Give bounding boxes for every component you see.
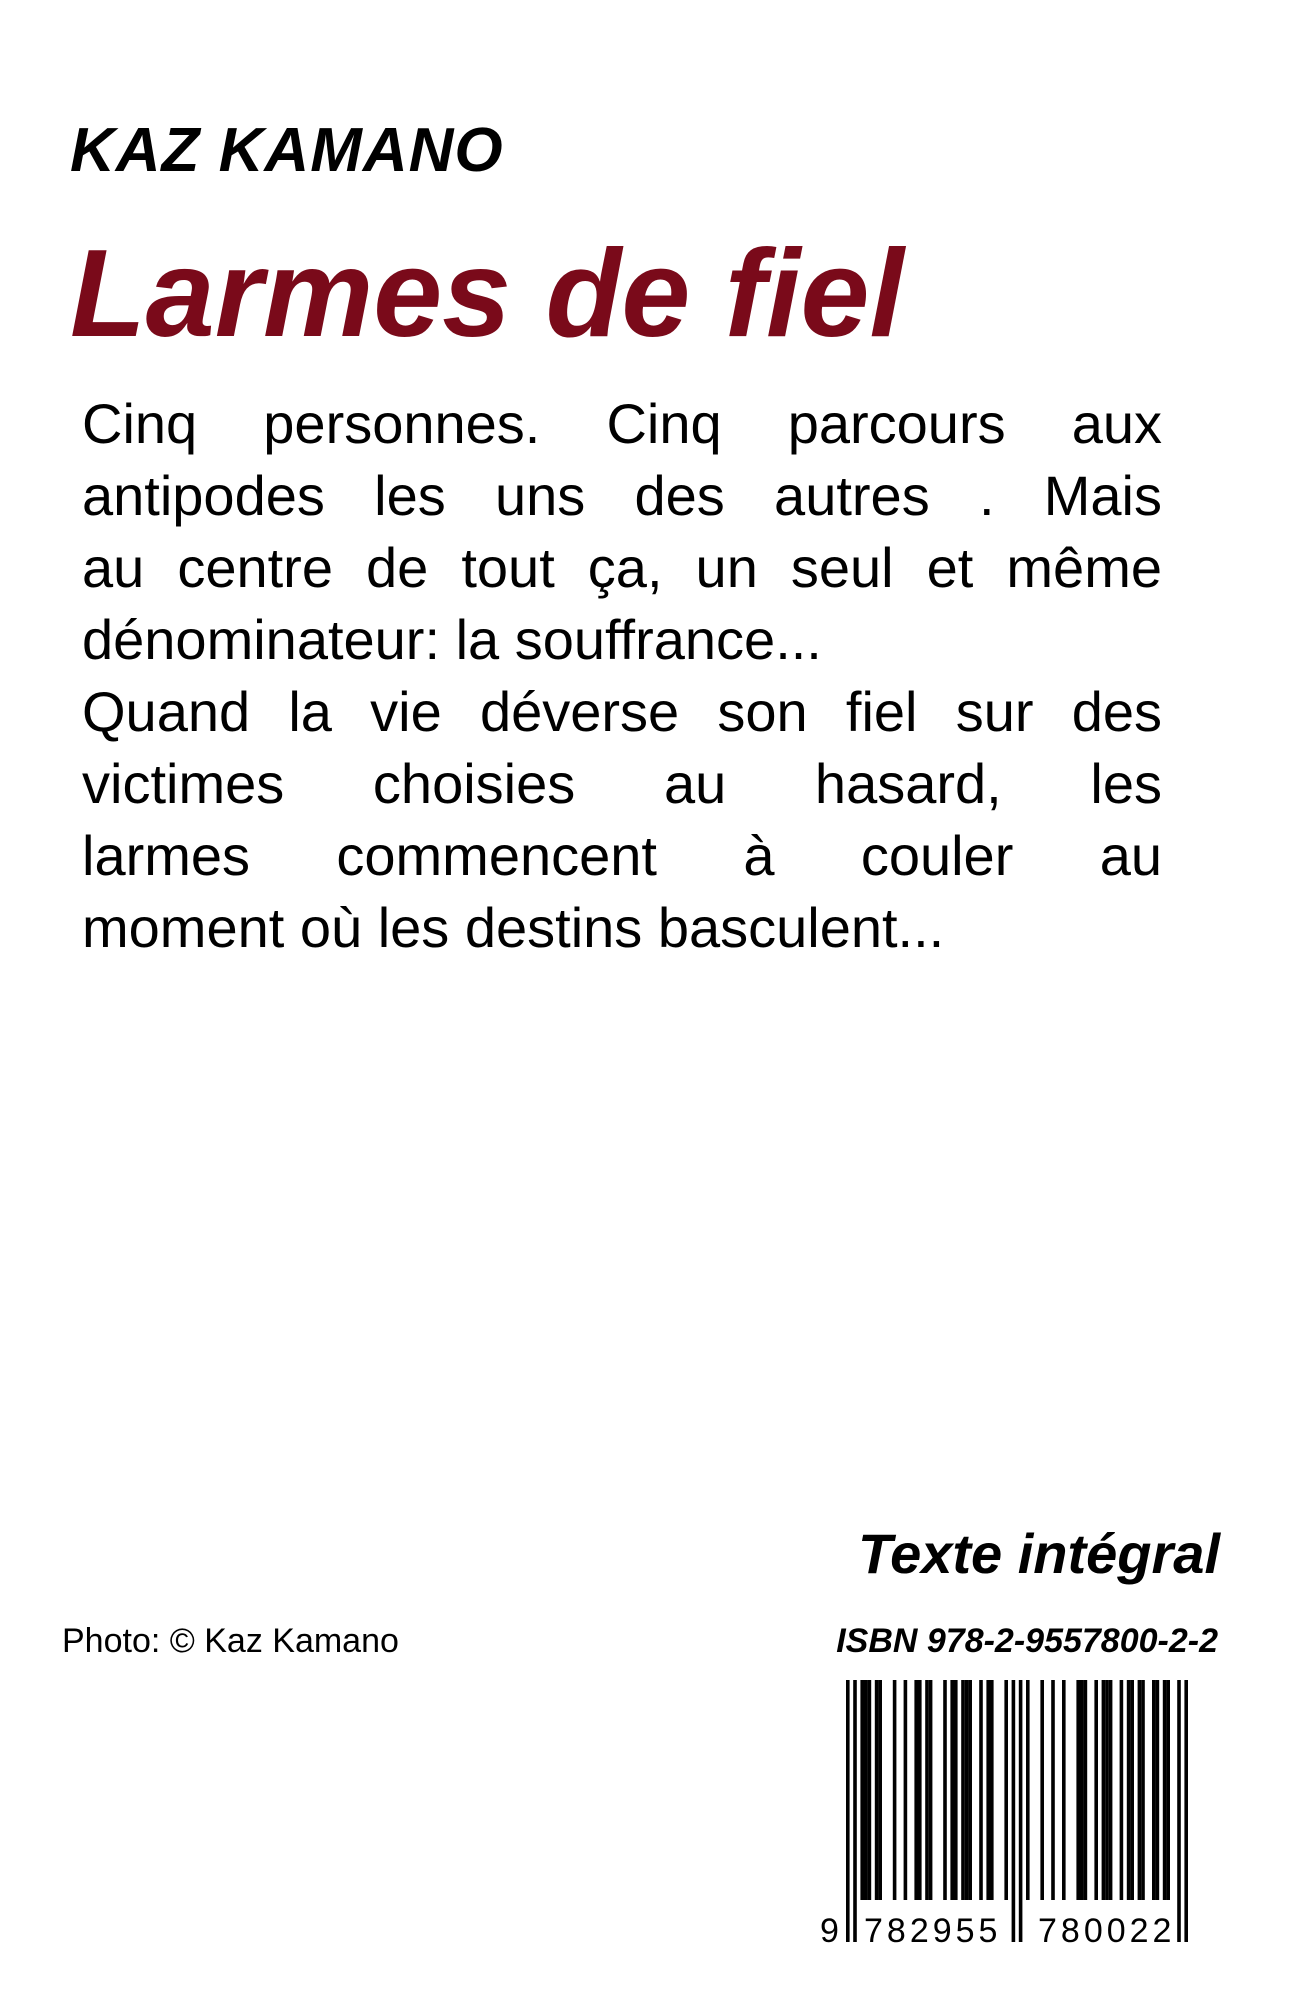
barcode-bar [1094,1680,1098,1900]
barcode-bar [943,1680,947,1900]
back-cover-blurb [82,388,1162,964]
barcode-bar [950,1680,954,1900]
barcode-bar [1156,1680,1160,1900]
barcode-bar [1120,1680,1124,1900]
barcode-bar [1127,1680,1131,1900]
barcode-bar [986,1680,990,1900]
barcode-bar [893,1680,897,1900]
barcode-bar [1040,1680,1044,1900]
barcode-bar [868,1680,872,1900]
barcode-bar [1109,1680,1113,1900]
blurb-line: moment où les destins basculent... [82,896,945,959]
isbn-label: ISBN 978-2-9557800-2-2 [836,1622,1218,1660]
blurb-line: larmes commencent à couler au [82,824,1162,887]
barcode-bar [929,1680,933,1900]
barcode-bar [1102,1680,1106,1900]
book-title: Larmes de fiel [70,225,904,363]
barcode-bar [1141,1680,1145,1900]
photo-credit: Photo: © Kaz Kamano [62,1622,399,1660]
barcode-bar [1130,1680,1134,1900]
blurb-line: Cinq personnes. Cinq parcours aux [82,392,1162,455]
barcode-bar [1019,1680,1023,1942]
author-name: KAZ KAMANO [70,116,504,185]
barcode-bar [1138,1680,1142,1900]
barcode-bar [961,1680,965,1900]
barcode-bar [1004,1680,1008,1900]
barcode-bar [860,1680,864,1900]
barcode-bar [1012,1680,1016,1942]
blurb-line: au centre de tout ça, un seul et même [82,536,1162,599]
barcode-bar [1163,1680,1167,1900]
barcode-bar [918,1680,922,1900]
barcode-bar [864,1680,868,1900]
barcode-bar [1051,1680,1055,1900]
blurb-line: dénominateur: la souffrance... [82,608,822,671]
barcode-bar [925,1680,929,1900]
barcode-bar [968,1680,972,1900]
barcode-bar [878,1680,882,1900]
barcode-first-digit: 9 [820,1912,839,1950]
barcode-left-digits: 782955 [864,1912,1002,1950]
barcode-bar [1080,1680,1084,1900]
barcode-bar [914,1680,918,1900]
barcode-bar [1105,1680,1109,1900]
barcode-bar [1166,1680,1170,1900]
barcode-bar [990,1680,994,1900]
barcode-bar [1076,1680,1080,1900]
blurb-line: victimes choisies au hasard, les [82,752,1162,815]
barcode-bar [1026,1680,1030,1900]
blurb-line: Quand la vie déverse son fiel sur des [82,680,1162,743]
barcode-bar [979,1680,983,1900]
barcode-bar [1177,1680,1181,1942]
barcode-bar [853,1680,857,1942]
barcode-bar [1152,1680,1156,1900]
barcode-bars [846,1680,1188,1942]
barcode-bar [904,1680,908,1900]
edition-label: Texte intégral [857,1522,1220,1585]
barcode-right-digits: 780022 [1038,1912,1176,1950]
isbn-barcode [812,1680,1222,1950]
barcode-bar [875,1680,879,1900]
blurb-line: antipodes les uns des autres . Mais [82,464,1162,527]
barcode-bar [1062,1680,1066,1900]
barcode-bar [954,1680,958,1900]
barcode-bar [1084,1680,1088,1900]
barcode-bar [846,1680,850,1942]
barcode-bar [965,1680,969,1900]
barcode-bar [1184,1680,1188,1942]
